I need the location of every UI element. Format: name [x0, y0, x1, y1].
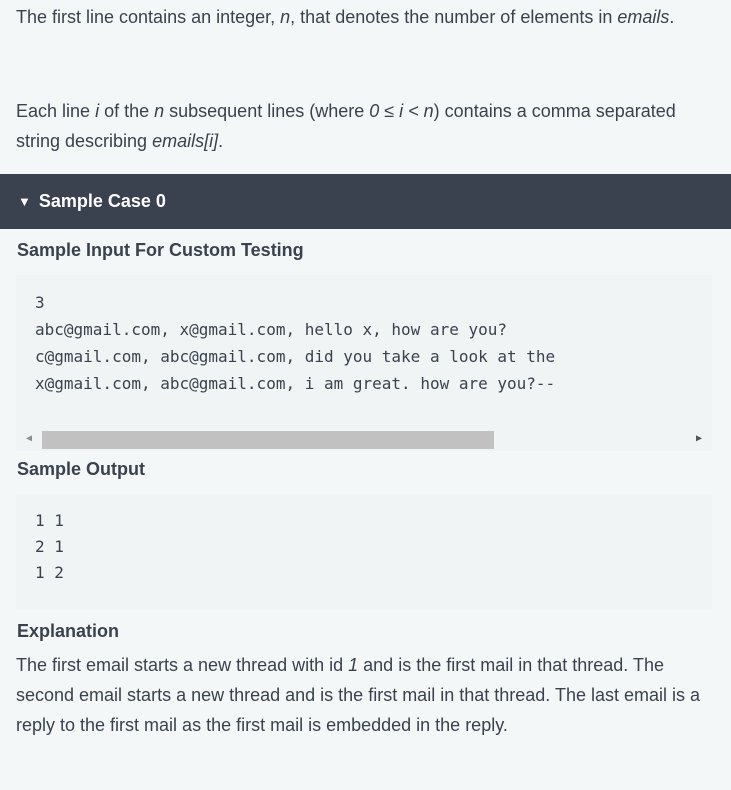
- scrollbar-thumb[interactable]: [42, 431, 494, 449]
- text: Each line: [16, 101, 96, 121]
- sample-output-code-block: [16, 494, 712, 610]
- horizontal-scrollbar[interactable]: [16, 429, 712, 451]
- thread-id: 1: [348, 655, 359, 675]
- constraint: 0 ≤ i < n: [369, 101, 434, 121]
- text: The first email starts a new thread with id: [16, 655, 349, 675]
- triangle-down-icon: ▼: [18, 194, 31, 209]
- scroll-right-arrow-icon[interactable]: ▶: [695, 433, 702, 444]
- var-n: n: [154, 101, 165, 121]
- text: The first line contains an integer,: [16, 7, 281, 27]
- text: .: [669, 7, 675, 27]
- sample-output-text: 1 1 2 1 1 2: [35, 511, 64, 582]
- sample-output-label: Sample Output: [17, 459, 146, 479]
- sample-input-code-block: [16, 275, 712, 451]
- input-format-paragraph-2: [16, 96, 716, 156]
- text: ) contains a comma separated string describing: [16, 101, 676, 151]
- text: .: [218, 131, 224, 151]
- var-emails-i: emails[i]: [152, 131, 219, 151]
- var-i: i: [95, 101, 100, 121]
- text: subsequent lines (where: [164, 101, 370, 121]
- sample-input-text: 3 abc@gmail.com, x@gmail.com, hello x, how are you? c@gmail.com, abc@gmail.com, did you take a look at the x@gmail.com, abc@gmail.com, i am great. how are you?--: [35, 293, 556, 393]
- input-format-paragraph-1: [16, 2, 716, 32]
- sample-input-label: Sample Input For Custom Testing: [17, 240, 304, 260]
- scroll-left-arrow-icon[interactable]: ◀: [26, 433, 33, 444]
- text: , that denotes the number of elements in: [290, 7, 618, 27]
- var-n: n: [280, 7, 291, 27]
- var-emails: emails: [617, 7, 670, 27]
- explanation-label: Explanation: [17, 621, 120, 641]
- sample-case-toggle[interactable]: [0, 174, 731, 229]
- sample-case-title: Sample Case 0: [38, 191, 166, 211]
- explanation-text: [16, 650, 716, 740]
- text: and is the first mail in that thread. The second email starts a new thread and is the first mail in that thread. The last email is a reply to the first mail as the first mail is embedded in the reply.: [16, 655, 700, 735]
- text: of the: [99, 101, 155, 121]
